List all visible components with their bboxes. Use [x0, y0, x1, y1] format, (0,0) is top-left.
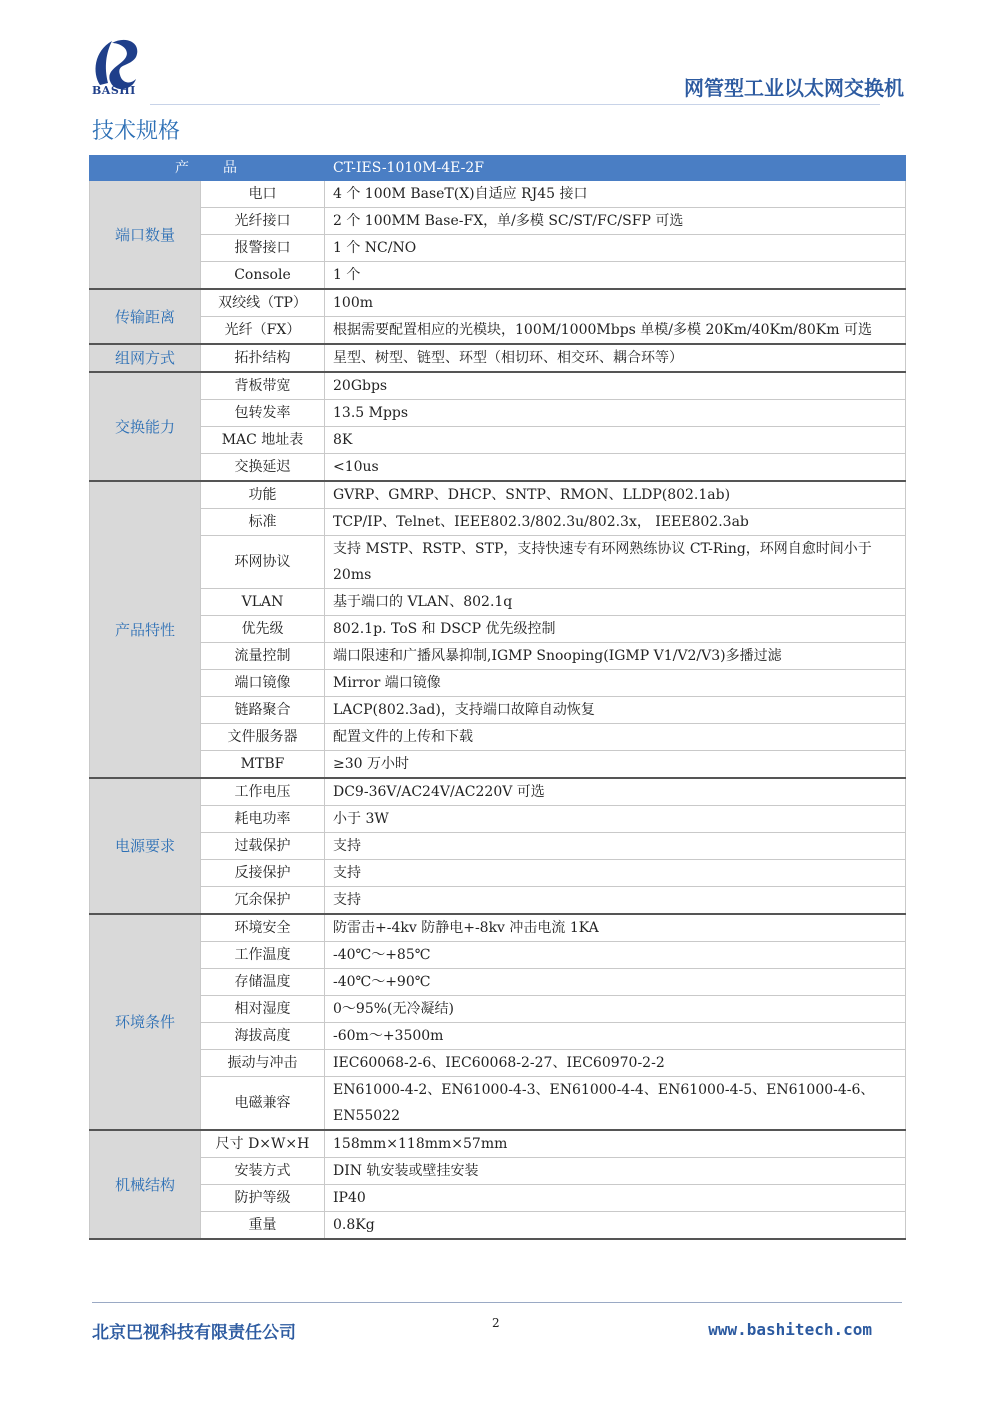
- spec-value: -40℃～+90℃: [325, 969, 906, 996]
- table-row: [90, 262, 906, 290]
- table-row: [90, 1077, 906, 1131]
- spec-key: MAC 地址表: [201, 427, 325, 454]
- spec-value: LACP(802.3ad)，支持端口故障自动恢复: [325, 697, 906, 724]
- spec-value: IP40: [325, 1185, 906, 1212]
- spec-value: TCP/IP、Telnet、IEEE802.3/802.3u/802.3x， IEEE802.3ab: [325, 509, 906, 536]
- section-title: 技术规格: [92, 119, 181, 144]
- spec-key: 安装方式: [201, 1158, 325, 1185]
- spec-key: Console: [201, 262, 325, 290]
- table-row: [90, 670, 906, 697]
- table-row: [90, 372, 906, 400]
- spec-value: 1 个: [325, 262, 906, 290]
- category-cell: 环境条件: [90, 914, 201, 1130]
- product-label: 产 品: [90, 156, 325, 181]
- spec-key: 环网协议: [201, 536, 325, 589]
- spec-value: IEC60068-2-6、IEC60068-2-27、IEC60970-2-2: [325, 1050, 906, 1077]
- table-row: [90, 724, 906, 751]
- spec-key: 尺寸 D×W×H: [201, 1130, 325, 1158]
- spec-table-header: [90, 156, 906, 181]
- spec-key: 电磁兼容: [201, 1077, 325, 1131]
- spec-key: 冗余保护: [201, 887, 325, 915]
- table-row: [90, 1158, 906, 1185]
- spec-key: 耗电功率: [201, 806, 325, 833]
- spec-value: DIN 轨安装或壁挂安装: [325, 1158, 906, 1185]
- spec-key: 文件服务器: [201, 724, 325, 751]
- table-row: [90, 833, 906, 860]
- spec-key: 优先级: [201, 616, 325, 643]
- spec-value: 支持: [325, 887, 906, 915]
- table-row: [90, 289, 906, 317]
- table-row: [90, 208, 906, 235]
- spec-key: 拓扑结构: [201, 344, 325, 372]
- spec-key: 反接保护: [201, 860, 325, 887]
- spec-value: ≥30 万小时: [325, 751, 906, 779]
- spec-value: 支持: [325, 833, 906, 860]
- table-row: [90, 887, 906, 915]
- spec-value: 0～95%(无冷凝结): [325, 996, 906, 1023]
- spec-key: 振动与冲击: [201, 1050, 325, 1077]
- spec-key: 背板带宽: [201, 372, 325, 400]
- table-row: [90, 1130, 906, 1158]
- spec-value: 端口限速和广播风暴抑制,IGMP Snooping(IGMP V1/V2/V3)多播过滤: [325, 643, 906, 670]
- spec-value: 支持: [325, 860, 906, 887]
- category-cell: 产品特性: [90, 481, 201, 778]
- spec-value: 支持 MSTP、RSTP、STP，支持快速专有环网熟练协议 CT-Ring，环网自愈时间小于 20ms: [325, 536, 906, 589]
- spec-key: 链路聚合: [201, 697, 325, 724]
- spec-value: <10us: [325, 454, 906, 482]
- spec-value: 小于 3W: [325, 806, 906, 833]
- table-row: [90, 697, 906, 724]
- table-row: [90, 317, 906, 345]
- table-row: [90, 1023, 906, 1050]
- category-cell: 机械结构: [90, 1130, 201, 1239]
- spec-key: 流量控制: [201, 643, 325, 670]
- document-title: 网管型工业以太网交换机: [684, 76, 904, 100]
- category-cell: 交换能力: [90, 372, 201, 481]
- table-row: [90, 806, 906, 833]
- table-row: [90, 235, 906, 262]
- spec-key: 环境安全: [201, 914, 325, 942]
- spec-value: 20Gbps: [325, 372, 906, 400]
- logo-text: BASHI: [92, 84, 136, 97]
- table-row: [90, 509, 906, 536]
- spec-key: 功能: [201, 481, 325, 509]
- spec-value: 100m: [325, 289, 906, 317]
- spec-value: DC9-36V/AC24V/AC220V 可选: [325, 778, 906, 806]
- page-number: 2: [492, 1316, 500, 1330]
- table-row: [90, 643, 906, 670]
- spec-value: 1 个 NC/NO: [325, 235, 906, 262]
- spec-key: 防护等级: [201, 1185, 325, 1212]
- product-model: CT-IES-1010M-4E-2F: [325, 156, 906, 181]
- spec-key: VLAN: [201, 589, 325, 616]
- table-row: [90, 1185, 906, 1212]
- category-cell: 端口数量: [90, 181, 201, 290]
- table-row: [90, 616, 906, 643]
- table-row: [90, 860, 906, 887]
- table-row: [90, 400, 906, 427]
- spec-value: EN61000-4-2、EN61000-4-3、EN61000-4-4、EN61000-4-5、EN61000-4-6、EN55022: [325, 1077, 906, 1131]
- spec-value: 4 个 100M BaseT(X)自适应 RJ45 接口: [325, 181, 906, 208]
- table-row: [90, 778, 906, 806]
- spec-value: -60m～+3500m: [325, 1023, 906, 1050]
- spec-value: -40℃～+85℃: [325, 942, 906, 969]
- spec-key: 端口镜像: [201, 670, 325, 697]
- spec-value: 星型、树型、链型、环型（相切环、相交环、耦合环等）: [325, 344, 906, 372]
- category-cell: 电源要求: [90, 778, 201, 914]
- spec-key: 工作电压: [201, 778, 325, 806]
- spec-value: 158mm×118mm×57mm: [325, 1130, 906, 1158]
- company-name: 北京巴视科技有限责任公司: [92, 1323, 296, 1343]
- spec-value: 2 个 100MM Base-FX，单/多模 SC/ST/FC/SFP 可选: [325, 208, 906, 235]
- spec-key: 光纤接口: [201, 208, 325, 235]
- spec-key: 双绞线（TP）: [201, 289, 325, 317]
- table-row: [90, 454, 906, 482]
- table-row: [90, 942, 906, 969]
- table-row: [90, 589, 906, 616]
- spec-table: [89, 155, 906, 1240]
- spec-value: 802.1p. ToS 和 DSCP 优先级控制: [325, 616, 906, 643]
- spec-value: 基于端口的 VLAN、802.1q: [325, 589, 906, 616]
- table-row: [90, 427, 906, 454]
- spec-value: Mirror 端口镜像: [325, 670, 906, 697]
- header-divider: [150, 104, 880, 105]
- table-row: [90, 969, 906, 996]
- spec-value: 防雷击+-4kv 防静电+-8kv 冲击电流 1KA: [325, 914, 906, 942]
- spec-key: 报警接口: [201, 235, 325, 262]
- spec-key: 标准: [201, 509, 325, 536]
- table-row: [90, 996, 906, 1023]
- spec-key: 工作温度: [201, 942, 325, 969]
- table-row: [90, 1212, 906, 1240]
- spec-key: MTBF: [201, 751, 325, 779]
- table-row: [90, 914, 906, 942]
- spec-key: 电口: [201, 181, 325, 208]
- table-row: [90, 751, 906, 779]
- spec-value: GVRP、GMRP、DHCP、SNTP、RMON、LLDP(802.1ab): [325, 481, 906, 509]
- table-row: [90, 1050, 906, 1077]
- table-row: [90, 536, 906, 589]
- spec-key: 包转发率: [201, 400, 325, 427]
- spec-key: 相对湿度: [201, 996, 325, 1023]
- category-cell: 传输距离: [90, 289, 201, 344]
- spec-key: 光纤（FX）: [201, 317, 325, 345]
- table-row: [90, 181, 906, 208]
- spec-key: 存储温度: [201, 969, 325, 996]
- category-cell: 组网方式: [90, 344, 201, 372]
- spec-key: 过载保护: [201, 833, 325, 860]
- spec-key: 海拔高度: [201, 1023, 325, 1050]
- website-link[interactable]: www.bashitech.com: [708, 1320, 872, 1339]
- spec-value: 8K: [325, 427, 906, 454]
- spec-value: 13.5 Mpps: [325, 400, 906, 427]
- spec-value: 配置文件的上传和下载: [325, 724, 906, 751]
- spec-key: 交换延迟: [201, 454, 325, 482]
- spec-value: 0.8Kg: [325, 1212, 906, 1240]
- footer-divider: [92, 1302, 902, 1303]
- table-row: [90, 481, 906, 509]
- spec-value: 根据需要配置相应的光模块，100M/1000Mbps 单模/多模 20Km/40Km/80Km 可选: [325, 317, 906, 345]
- spec-key: 重量: [201, 1212, 325, 1240]
- table-row: [90, 344, 906, 372]
